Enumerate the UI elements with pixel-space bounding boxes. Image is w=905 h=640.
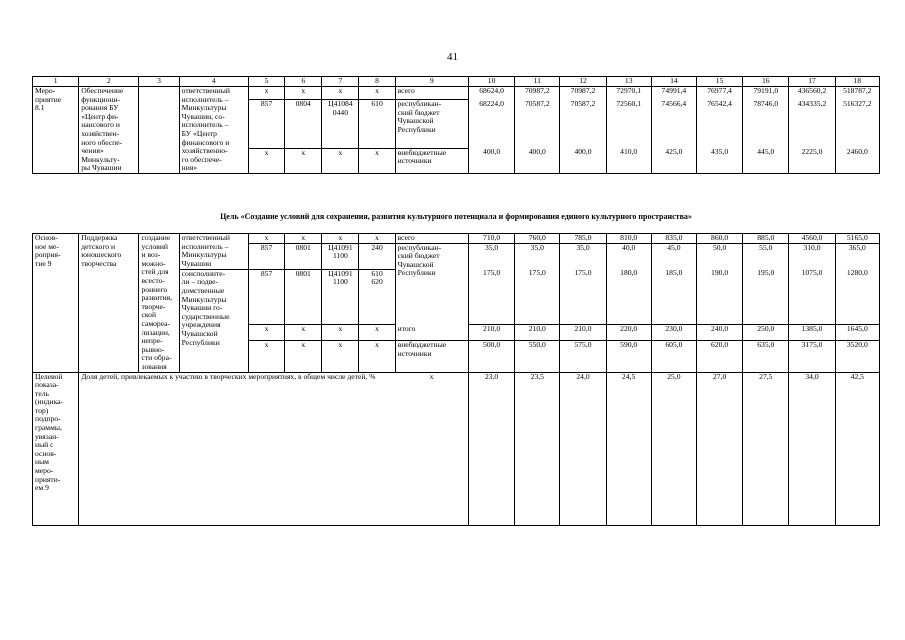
value-cell: 35,0	[468, 243, 514, 269]
value-cell: 1280,0	[835, 269, 879, 324]
value-cell: 810,0	[606, 234, 651, 243]
code-cell: x	[248, 341, 284, 372]
value-cell: 435,0	[697, 148, 743, 173]
code-cell: x	[285, 87, 322, 100]
value-cell: 445,0	[743, 148, 789, 173]
source-cell: внебюджетные источники	[395, 148, 468, 173]
value-cell: 79191,0	[743, 87, 789, 100]
value-cell: 50,0	[697, 243, 743, 269]
indicator-label-cell: Целевой показа- тель (индика- тор) подпро- граммы, увязан- ный с основ- ным меро- прияти- ем 9	[33, 372, 79, 525]
value-cell: 76542,4	[697, 100, 743, 149]
code-cell: x	[322, 148, 359, 173]
value-cell: 434335,2	[789, 100, 835, 149]
measure-goal-cell: создание условий и воз- можно- стей для всесто- роннего развития, творче- ской самореа- лизации, непре- рывно- сти обра- зования	[139, 234, 179, 372]
header-cell: 12	[560, 77, 606, 87]
value-cell: 2225,0	[789, 148, 835, 173]
value-cell: 72560,1	[606, 100, 651, 149]
value-cell: 70587,2	[560, 100, 606, 149]
header-cell: 5	[248, 77, 284, 87]
page-number: 41	[447, 51, 458, 63]
table-header-and-block1	[32, 76, 880, 174]
code-cell: 610 620	[359, 269, 395, 324]
value-cell: 210,0	[560, 325, 606, 341]
value-cell: 175,0	[515, 269, 560, 324]
executor-cell: ответственный исполнитель – Минкультуры Чувашии, со- исполнитель – БУ «Центр финансового и хозяйственно- го обеспече- ния»	[179, 87, 248, 174]
value-cell: 5165,0	[835, 234, 879, 243]
header-cell: 2	[79, 77, 139, 87]
code-cell: x	[285, 148, 322, 173]
code-cell: 0804	[285, 100, 322, 149]
header-cell: 11	[515, 77, 560, 87]
value-cell: 518787,2	[835, 87, 879, 100]
code-cell: x	[359, 325, 395, 341]
value-cell: 516327,2	[835, 100, 879, 149]
header-cell: 9	[395, 77, 468, 87]
measure-name-cell: Обеспечение функциони- рования БУ «Центр фи- нансового и хозяйствен- ного обеспе- чения» Минкульту- ры Чувашии	[79, 87, 139, 174]
measure-label-cell: Меро- приятие 8.1	[33, 87, 79, 174]
code-cell: x	[359, 87, 395, 100]
value-cell: 1645,0	[835, 325, 879, 341]
value-cell: 760,0	[515, 234, 560, 243]
indicator-value-cell: 24,5	[606, 372, 651, 525]
header-cell: 18	[835, 77, 879, 87]
measure-name-cell: Поддержка детского и юношеского творчества	[79, 234, 139, 372]
code-cell: x	[322, 325, 359, 341]
code-cell: 610	[359, 100, 395, 149]
value-cell: 185,0	[651, 269, 696, 324]
value-cell: 605,0	[651, 341, 696, 372]
header-cell: 13	[606, 77, 651, 87]
measure-goal-cell	[139, 87, 179, 174]
value-cell: 210,0	[515, 325, 560, 341]
value-cell: 76977,4	[697, 87, 743, 100]
code-cell: x	[322, 234, 359, 243]
value-cell: 860,0	[697, 234, 743, 243]
value-cell: 835,0	[651, 234, 696, 243]
value-cell: 240,0	[697, 325, 743, 341]
block2-body	[33, 234, 880, 525]
header-cell: 4	[179, 77, 248, 87]
code-cell: 0801	[285, 269, 322, 324]
header-cell: 7	[322, 77, 359, 87]
value-cell: 425,0	[651, 148, 696, 173]
code-cell: x	[322, 341, 359, 372]
indicator-value-cell: 27,5	[743, 372, 789, 525]
indicator-row	[33, 372, 880, 525]
table-block2	[32, 234, 880, 526]
indicator-value-cell: 42,5	[835, 372, 879, 525]
value-cell: 210,0	[468, 325, 514, 341]
value-cell: 175,0	[468, 269, 514, 324]
indicator-x-cell: x	[395, 372, 468, 525]
indicator-value-cell: 23,0	[468, 372, 514, 525]
value-cell: 885,0	[743, 234, 789, 243]
value-cell: 400,0	[515, 148, 560, 173]
header-cell: 14	[651, 77, 696, 87]
code-cell: Ц41084 0440	[322, 100, 359, 149]
header-cell: 8	[359, 77, 395, 87]
value-cell: 635,0	[743, 341, 789, 372]
source-cell: внебюджетные источники	[395, 341, 468, 372]
value-cell: 70987,2	[560, 87, 606, 100]
header-cell: 1	[33, 77, 79, 87]
value-cell: 190,0	[697, 269, 743, 324]
header-cell: 16	[743, 77, 789, 87]
indicator-value-cell: 27,0	[697, 372, 743, 525]
value-cell: 410,0	[606, 148, 651, 173]
value-cell: 785,0	[560, 234, 606, 243]
source-cell: республикан- ский бюджет Чувашской Республики	[395, 100, 468, 149]
value-cell: 365,0	[835, 243, 879, 269]
value-cell: 45,0	[651, 243, 696, 269]
indicator-value-cell: 34,0	[789, 372, 835, 525]
value-cell: 2460,0	[835, 148, 879, 173]
value-cell: 55,0	[743, 243, 789, 269]
value-cell: 3520,0	[835, 341, 879, 372]
source-cell: всего	[395, 234, 468, 243]
executor-cell: ответственный исполнитель – Минкультуры Чувашии	[179, 234, 248, 269]
code-cell: Ц41091 1100	[322, 243, 359, 269]
code-cell: x	[248, 148, 284, 173]
column-number-row	[33, 77, 880, 87]
value-cell: 180,0	[606, 269, 651, 324]
indicator-value-cell: 24,0	[560, 372, 606, 525]
value-cell: 4560,0	[789, 234, 835, 243]
code-cell: x	[359, 341, 395, 372]
header-cell: 6	[285, 77, 322, 87]
value-cell: 1075,0	[789, 269, 835, 324]
value-cell: 70587,2	[515, 100, 560, 149]
value-cell: 550,0	[515, 341, 560, 372]
value-cell: 195,0	[743, 269, 789, 324]
code-cell: x	[248, 234, 284, 243]
value-cell: 710,0	[468, 234, 514, 243]
source-cell: всего	[395, 87, 468, 100]
value-cell: 575,0	[560, 341, 606, 372]
goal-heading: Цель «Создание условий для сохранения, развития культурного потенциала и формирования единого культурного пространства»	[220, 212, 692, 221]
header-cell: 17	[789, 77, 835, 87]
header-cell: 3	[139, 77, 179, 87]
table-row	[33, 87, 880, 100]
code-cell: 240	[359, 243, 395, 269]
coexecutor-cell: соисполните- ли – подве- домственные Минкультуры Чувашии го- сударственные учреждения Чувашской Республики	[179, 269, 248, 372]
value-cell: 220,0	[606, 325, 651, 341]
block1-body	[33, 87, 880, 174]
code-cell: x	[285, 234, 322, 243]
value-cell: 3175,0	[789, 341, 835, 372]
value-cell: 310,0	[789, 243, 835, 269]
indicator-text-cell: Доля детей, привлекаемых к участию в творческих мероприятиях, в общем числе детей, %	[79, 372, 395, 525]
value-cell: 175,0	[560, 269, 606, 324]
code-cell: x	[322, 87, 359, 100]
table-row	[33, 234, 880, 243]
value-cell: 400,0	[468, 148, 514, 173]
code-cell: x	[359, 148, 395, 173]
code-cell: x	[248, 325, 284, 341]
value-cell: 35,0	[560, 243, 606, 269]
indicator-value-cell: 23,5	[515, 372, 560, 525]
value-cell: 400,0	[560, 148, 606, 173]
code-cell: 0801	[285, 243, 322, 269]
value-cell: 68224,0	[468, 100, 514, 149]
code-cell: x	[359, 234, 395, 243]
value-cell: 35,0	[515, 243, 560, 269]
code-cell: 857	[248, 269, 284, 324]
code-cell: 857	[248, 100, 284, 149]
value-cell: 500,0	[468, 341, 514, 372]
header-cell: 15	[697, 77, 743, 87]
value-cell: 250,0	[743, 325, 789, 341]
indicator-value-cell: 25,0	[651, 372, 696, 525]
value-cell: 72970,1	[606, 87, 651, 100]
measure-label-cell: Основ- ное ме- роприя- тие 9	[33, 234, 79, 372]
value-cell: 78746,0	[743, 100, 789, 149]
value-cell: 620,0	[697, 341, 743, 372]
code-cell: x	[285, 325, 322, 341]
value-cell: 1385,0	[789, 325, 835, 341]
value-cell: 230,0	[651, 325, 696, 341]
code-cell: Ц41091 1100	[322, 269, 359, 324]
code-cell: x	[248, 87, 284, 100]
value-cell: 436560,2	[789, 87, 835, 100]
value-cell: 40,0	[606, 243, 651, 269]
code-cell: x	[285, 341, 322, 372]
header-cell: 10	[468, 77, 514, 87]
value-cell: 68624,0	[468, 87, 514, 100]
value-cell: 590,0	[606, 341, 651, 372]
value-cell: 70987,2	[515, 87, 560, 100]
value-cell: 74566,4	[651, 100, 696, 149]
source-cell: итого	[395, 325, 468, 341]
source-cell: Республики	[395, 269, 468, 324]
source-cell: республикан- ский бюджет Чувашской	[395, 243, 468, 269]
table-top-rule	[32, 233, 880, 234]
code-cell: 857	[248, 243, 284, 269]
value-cell: 74991,4	[651, 87, 696, 100]
